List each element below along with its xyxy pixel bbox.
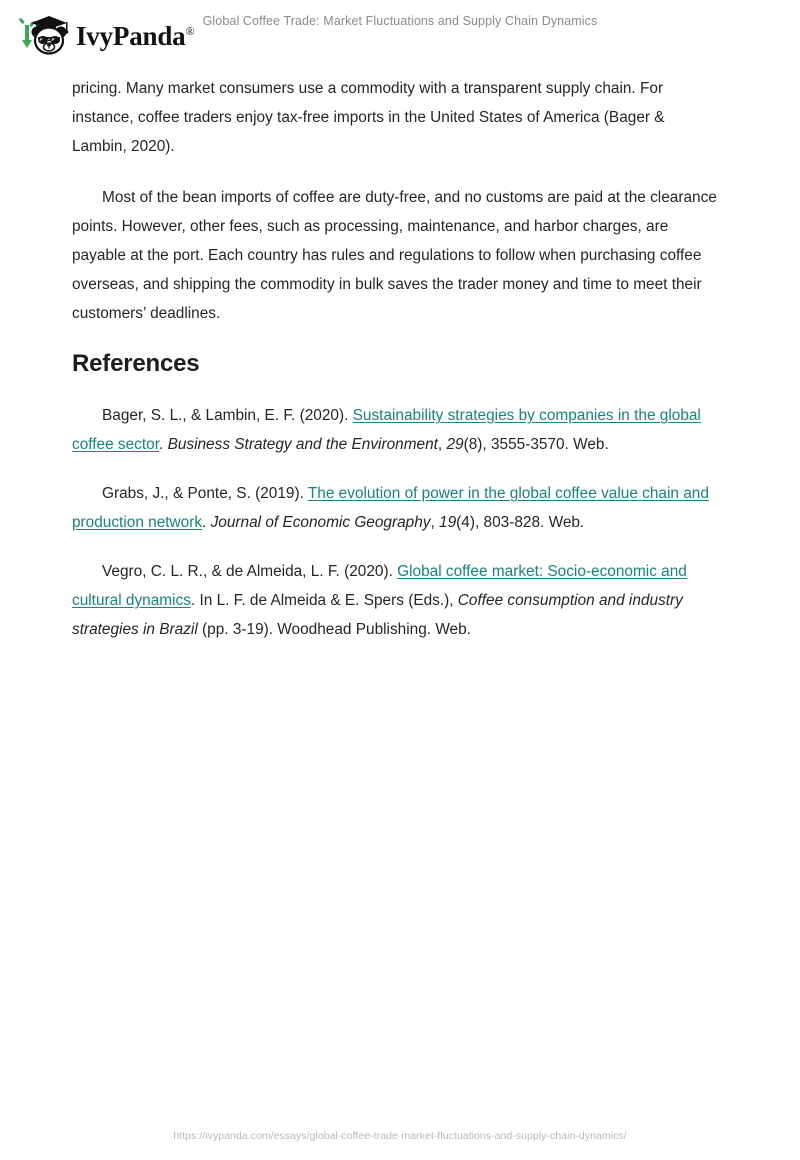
reference-separator: , — [437, 435, 447, 453]
references-heading: References — [72, 350, 200, 377]
reference-volume: 19 — [439, 513, 457, 531]
reference-after-link: . In L. F. de Almeida & E. Spers (Eds.), — [190, 591, 458, 609]
reference-after-link: . — [159, 435, 168, 453]
reference-entry — [72, 401, 720, 459]
reference-tail: (pp. 3-19). Woodhead Publishing. Web. — [197, 620, 471, 638]
reference-tail: (8), 3555-3570. Web. — [463, 435, 609, 453]
brand-name-text: IvyPanda — [76, 20, 186, 51]
reference-link[interactable]: The evolution of power in the global coffee value chain and production network — [72, 484, 709, 531]
registered-mark: ® — [185, 23, 195, 38]
reference-authors-year: Bager, S. L., & Lambin, E. F. (2020). — [102, 406, 353, 424]
reference-source-title: Journal of Economic Geography — [210, 513, 431, 531]
page-header — [0, 0, 800, 66]
reference-source-title: Business Strategy and the Environment — [167, 435, 438, 453]
reference-tail: (4), 803-828. Web. — [456, 513, 585, 531]
reference-volume: 29 — [446, 435, 464, 453]
reference-entry — [72, 479, 720, 537]
footer-url[interactable]: https://ivypanda.com/essays/global-coffee-trade-market-fluctuations-and-supply-chain-dynamics/ — [173, 1130, 627, 1142]
body-paragraph: pricing. Many market consumers use a commodity with a transparent supply chain. For instance, coffee traders enjoy tax-free imports in the United States of America (Bager & Lambin, 2020). — [72, 80, 665, 155]
reference-authors-year: Grabs, J., & Ponte, S. (2019). — [102, 484, 308, 502]
reference-link[interactable]: Sustainability strategies by companies in the global coffee sector — [72, 406, 701, 453]
reference-source-title: Coffee consumption and industry strategies in Brazil — [72, 591, 683, 638]
reference-separator: , — [430, 513, 440, 531]
page-title: Global Coffee Trade: Market Fluctuations and Supply Chain Dynamics — [202, 14, 598, 28]
reference-entry — [72, 557, 720, 644]
reference-link[interactable]: Global coffee market: Socio-economic and cultural dynamics — [72, 562, 687, 609]
reference-after-link: . — [202, 513, 211, 531]
document-content — [72, 74, 720, 664]
body-paragraph: Most of the bean imports of coffee are duty-free, and no customs are paid at the clearance points. However, other fees, such as processing, maintenance, and harbor charges, are payable at the port. Each country has rules and regulations to follow when purchasing coffee overseas, and shipping the commodity in bulk saves the trader money and time to meet their customers’ deadlines. — [72, 189, 717, 322]
reference-authors-year: Vegro, C. L. R., & de Almeida, L. F. (2020). — [102, 562, 398, 580]
